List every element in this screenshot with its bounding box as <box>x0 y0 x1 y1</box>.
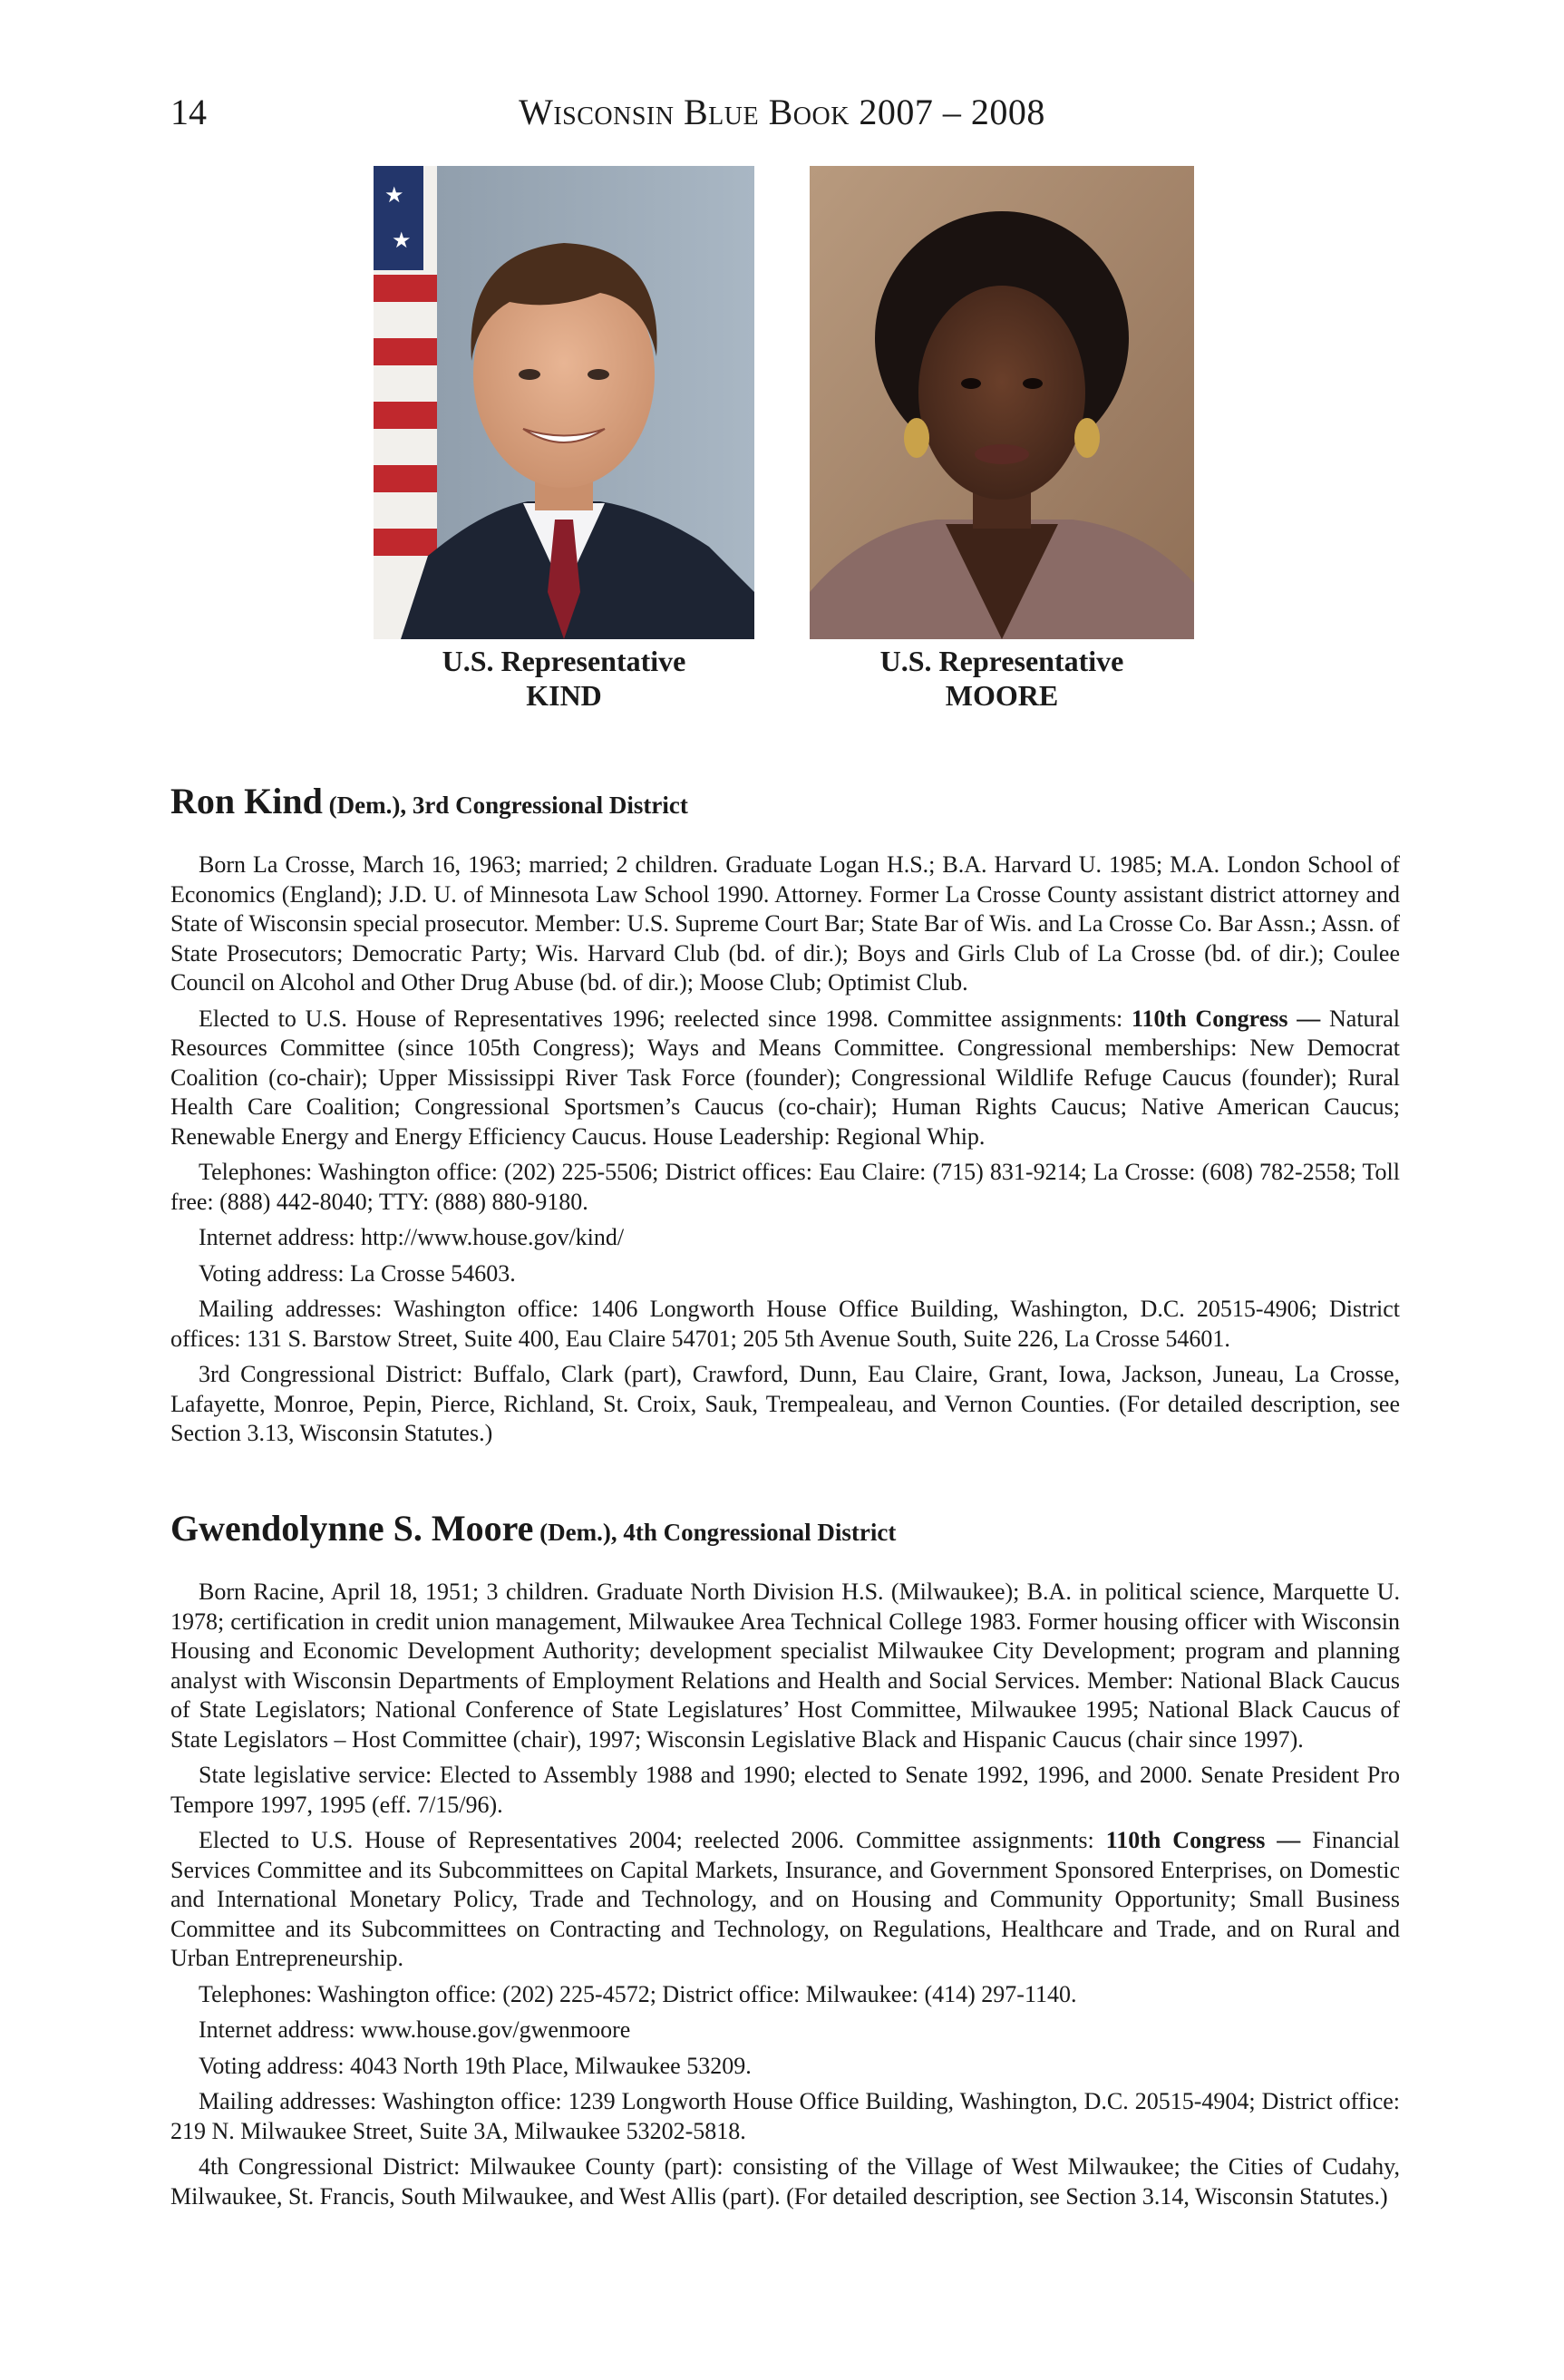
bio-moore-telephones: Telephones: Washington office: (202) 225-4572; District office: Milwaukee: (414) 297-1140. <box>199 1980 1077 2007</box>
bio-moore-internet: Internet address: www.house.gov/gwenmoore <box>199 2016 631 2043</box>
caption-kind-name: KIND <box>526 679 602 712</box>
bio-kind <box>170 780 1400 1455</box>
svg-text:★: ★ <box>384 182 404 208</box>
bio-kind-committees: Natural Resources Committee (since 105th Congress); Ways and Means Committee. Congressional memberships: New Democrat Coalition (co-chair); Upper Mississippi River Task Force (founder); Congressional Wildlife Refuge Caucus (founder); Rural Health Care Coalition; Congressional Sportsmen’s Caucus (co-chair); Human Rights Caucus; Native American Caucus; Renewable Energy and Energy Efficiency Caucus. House Leadership: Regional Whip. <box>170 1005 1400 1150</box>
bio-moore-name: Gwendolynne S. Moore <box>170 1508 534 1549</box>
caption-moore-name: MOORE <box>945 679 1059 712</box>
caption-moore <box>810 644 1194 713</box>
bio-kind-internet: Internet address: http://www.house.gov/kind/ <box>199 1224 625 1250</box>
bio-moore-committees: Financial Services Committee and its Subcommittees on Capital Markets, Insurance, and Government Sponsored Enterprises, on Domestic and International Monetary Policy, Trade and Technology, and on Housing and Community Opportunity; Small Business Committee and its Subcommittees on Contracting and Technology, on Regulations, Healthcare and Trade, and on Rural and Urban Entrepreneurship. <box>170 1827 1400 1971</box>
bio-kind-mailing-addresses: Mailing addresses: Washington office: 1406 Longworth House Office Building, Washington, D.C. 20515-4906; District offices: 131 S. Barstow Street, Suite 400, Eau Claire 54701; 205 5th Avenue South, Suite 226, La Crosse 54601. <box>170 1296 1400 1352</box>
bio-moore-heading <box>170 1507 1400 1554</box>
bio-kind-congress-label: 110th Congress — <box>1131 1005 1321 1032</box>
bio-moore-party: (Dem.), <box>533 1519 617 1546</box>
page-number: 14 <box>170 92 207 132</box>
bio-kind-district-description: 3rd Congressional District: Buffalo, Clark (part), Crawford, Dunn, Eau Claire, Grant, Iowa, Jackson, Juneau, La Crosse, Lafayette, Monroe, Pepin, Pierce, Richland, St. Croix, Sauk, Trempealeau, and Vernon Counties. (For detailed description, see Section 3.13, Wisconsin Statutes.) <box>170 1361 1400 1446</box>
bio-moore-congress-label: 110th Congress — <box>1105 1827 1301 1853</box>
bio-moore-district: 4th Congressional District <box>617 1519 897 1546</box>
bio-moore <box>170 1507 1400 2218</box>
bio-kind-background: Born La Crosse, March 16, 1963; married; 2 children. Graduate Logan H.S.; B.A. Harvard U. 1985; M.A. London School of Economics (England); J.D. U. of Minnesota Law School 1990. Attorney. Former La Crosse County assistant district attorney and State of Wisconsin special prosecutor. Member: U.S. Supreme Court Bar; State Bar of Wis. and La Crosse Co. Bar Assn.; Assn. of State Prosecutors; Democratic Party; Wis. Harvard Club (bd. of dir.); Boys and Girls Club of La Crosse (bd. of dir.); Coulee Council on Alcohol and Other Drug Abuse (bd. of dir.); Moose Club; Optimist Club. <box>170 851 1400 996</box>
bio-moore-voting-address: Voting address: 4043 North 19th Place, Milwaukee 53209. <box>199 2052 752 2079</box>
bio-kind-voting-address: Voting address: La Crosse 54603. <box>199 1259 516 1287</box>
bio-kind-party: (Dem.), <box>322 792 407 819</box>
portrait-moore-photo <box>810 166 1194 639</box>
caption-moore-title: U.S. Representative <box>879 645 1124 677</box>
running-title: Wisconsin Blue Book 2007 – 2008 <box>519 92 1045 132</box>
bio-kind-name: Ron Kind <box>170 781 323 821</box>
bio-kind-telephones: Telephones: Washington office: (202) 225-5506; District offices: Eau Claire: (715) 831-9214; La Crosse: (608) 782-2558; Toll free: (888) 442-8040; TTY: (888) 880-9180. <box>170 1159 1400 1215</box>
bio-moore-service-text: Elected to U.S. House of Representatives 2004; reelected 2006. Committee assignments: <box>199 1827 1106 1853</box>
bio-kind-district: 3rd Congressional District <box>406 792 688 819</box>
bio-kind-service-text: Elected to U.S. House of Representatives 1996; reelected since 1998. Committee assignments: <box>199 1005 1132 1032</box>
bio-kind-service <box>170 1005 1400 1152</box>
caption-kind <box>374 644 754 713</box>
bio-moore-state-service: State legislative service: Elected to Assembly 1988 and 1990; elected to Senate 1992, 1996, and 2000. Senate President Pro Tempore 1997, 1995 (eff. 7/15/96). <box>170 1762 1400 1818</box>
bio-kind-heading <box>170 780 1400 827</box>
caption-kind-title: U.S. Representative <box>442 645 686 677</box>
svg-text:★: ★ <box>392 228 412 253</box>
bio-moore-service <box>170 1826 1400 1974</box>
bio-moore-mailing-addresses: Mailing addresses: Washington office: 1239 Longworth House Office Building, Washington, D.C. 20515-4904; District office: 219 N. Milwaukee Street, Suite 3A, Milwaukee 53202-5818. <box>170 2088 1400 2144</box>
bio-moore-district-description: 4th Congressional District: Milwaukee County (part): consisting of the Village of West Milwaukee; the Cities of Cudahy, Milwaukee, St. Francis, South Milwaukee, and West Allis (part). (For detailed description, see Section 3.14, Wisconsin Statutes.) <box>170 2153 1400 2210</box>
portrait-kind-photo <box>374 166 754 639</box>
bio-moore-background: Born Racine, April 18, 1951; 3 children. Graduate North Division H.S. (Milwaukee); B.A. in political science, Marquette U. 1978; certification in credit union management, Milwaukee Area Technical College 1983. Former housing officer with Wisconsin Housing and Economic Development Authority; development specialist Milwaukee City Development; program and planning analyst with Wisconsin Departments of Employment Relations and Health and Social Services. Member: National Black Caucus of State Legislators; National Conference of State Legislatures’ Host Committee, Milwaukee 1995; National Black Caucus of State Legislators – Host Committee (chair), 1997; Wisconsin Legislative Black and Hispanic Caucus (chair since 1997). <box>170 1579 1400 1753</box>
